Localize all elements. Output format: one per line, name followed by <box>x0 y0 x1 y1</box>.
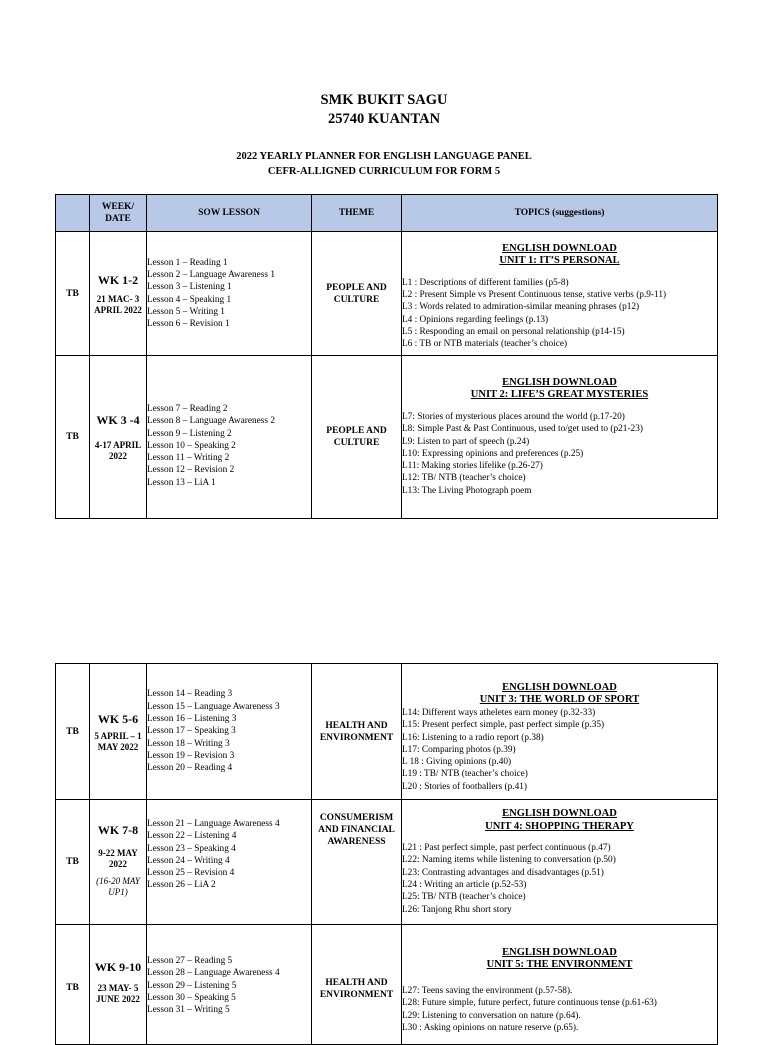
lesson-item: Lesson 11 – Writing 2 <box>147 453 230 464</box>
lesson-item: Lesson 30 – Speaking 5 <box>147 992 236 1003</box>
week-date: 9-22 MAY 2022 <box>98 848 138 869</box>
table-row <box>56 356 718 519</box>
topic-item: L4 : Opinions regarding feelings (p.13) <box>402 314 549 325</box>
unit-name: UNIT 2: LIFE’S GREAT MYSTERIES <box>470 389 649 401</box>
week-label: WK 9-10 <box>94 960 142 974</box>
week-label: WK 1-2 <box>97 272 139 287</box>
unit-heading <box>402 377 717 402</box>
lesson-item: Lesson 15 – Language Awareness 3 <box>147 701 280 712</box>
lesson-item: Lesson 27 – Reading 5 <box>147 956 233 966</box>
topics-cell <box>402 925 718 1045</box>
lesson-item: Lesson 1 – Reading 1 <box>147 257 228 268</box>
lesson-item: Lesson 22 – Listening 4 <box>147 831 237 842</box>
week-label: WK 5-6 <box>97 711 139 726</box>
topic-item: L5 : Responding an email on personal relationship (p14-15) <box>402 326 625 337</box>
school-address: 25740 KUANTAN <box>327 111 441 127</box>
table-row <box>56 664 718 800</box>
term-cell: TB <box>56 664 90 800</box>
lesson-item: Lesson 14 – Reading 3 <box>147 689 233 700</box>
lessons-cell <box>147 356 312 519</box>
lesson-item: Lesson 25 – Revision 4 <box>147 868 235 879</box>
topic-item: L15: Present perfect simple, past perfect simple (p.35) <box>402 720 605 731</box>
topic-item: L29: Listening to conversation on nature (p.64). <box>402 1010 581 1021</box>
unit-name: UNIT 5: THE ENVIRONMENT <box>486 959 633 971</box>
topic-item: L8: Simple Past & Past Continuous, used to/get used to (p21-23) <box>402 424 643 435</box>
lesson-item: Lesson 28 – Language Awareness 4 <box>147 968 280 979</box>
unit-heading <box>402 808 717 833</box>
lessons-cell <box>147 664 312 800</box>
lessons-cell <box>147 925 312 1045</box>
unit-title: ENGLISH DOWNLOAD <box>502 946 617 958</box>
week-date: 5 APRIL – 1 MAY 2022 <box>94 730 142 752</box>
theme-cell: HEALTH AND ENVIRONMENT <box>312 664 402 800</box>
topic-item: L24 : Writing an article (p.52-53) <box>402 880 527 890</box>
term-cell: TB <box>56 925 90 1045</box>
week-date: 4-17 APRIL 2022 <box>94 440 142 461</box>
term-cell: TB <box>56 356 90 519</box>
lesson-item: Lesson 10 – Speaking 2 <box>147 440 236 451</box>
school-name: SMK BUKIT SAGU <box>320 92 448 108</box>
week-cell <box>90 925 147 1045</box>
header-sow-lesson: SOW LESSON <box>147 195 312 232</box>
term-cell: TB <box>56 232 90 356</box>
topic-item: L25: TB/ NTB (teacher’s choice) <box>402 892 526 903</box>
week-cell <box>90 356 147 519</box>
lesson-item: Lesson 9 – Listening 2 <box>147 428 232 439</box>
topic-item: L9: Listen to part of speech (p.24) <box>402 436 530 447</box>
lesson-item: Lesson 6 – Revision 1 <box>147 319 230 330</box>
week-date: 21 MAC- 3 APRIL 2022 <box>94 293 142 315</box>
table-row <box>56 800 718 925</box>
header-term <box>56 195 90 232</box>
lesson-item: Lesson 23 – Speaking 4 <box>147 843 236 854</box>
unit-name: UNIT 1: IT’S PERSONAL <box>499 255 620 267</box>
topics-cell <box>402 356 718 519</box>
week-cell <box>90 232 147 356</box>
topic-item: L10: Expressing opinions and preferences (p.25) <box>402 448 584 459</box>
planner-title: 2022 YEARLY PLANNER FOR ENGLISH LANGUAGE PANEL <box>236 151 532 162</box>
header-theme: THEME <box>312 195 402 232</box>
lesson-item: Lesson 5 – Writing 1 <box>147 306 225 317</box>
lesson-item: Lesson 3 – Listening 1 <box>147 282 232 293</box>
table-header-row <box>56 195 718 232</box>
topic-item: L19 : TB/ NTB (teacher’s choice) <box>402 769 528 780</box>
topic-item: L3 : Words related to admiration-similar meaning phrases (p12) <box>402 302 640 313</box>
header-topics: TOPICS (suggestions) <box>402 195 718 232</box>
planner-table-1 <box>55 194 718 519</box>
topic-item: L28: Future simple, future perfect, future continuous tense (p.61-63) <box>402 998 657 1009</box>
topic-item: L12: TB/ NTB (teacher’s choice) <box>402 473 526 484</box>
lesson-item: Lesson 21 – Language Awareness 4 <box>147 819 280 829</box>
topic-item: L17: Comparing photos (p.39) <box>402 744 516 755</box>
topic-item: L2 : Present Simple vs Present Continuous tense, stative verbs (p.9-11) <box>402 289 667 300</box>
lesson-item: Lesson 8 – Language Awareness 2 <box>147 416 275 427</box>
lesson-item: Lesson 29 – Listening 5 <box>147 980 237 991</box>
topics-cell <box>402 232 718 356</box>
planner-table-2 <box>55 663 718 1045</box>
lesson-item: Lesson 13 – LiA 1 <box>147 477 216 488</box>
unit-name: UNIT 4: SHOPPING THERAPY <box>485 820 634 832</box>
lesson-item: Lesson 20 – Reading 4 <box>147 763 233 774</box>
planner-heading <box>0 149 768 179</box>
table-row <box>56 925 718 1045</box>
lessons-cell <box>147 232 312 356</box>
topics-cell <box>402 800 718 925</box>
topic-item: L27: Teens saving the environment (p.57-58). <box>402 985 573 996</box>
topics-cell <box>402 664 718 800</box>
unit-heading <box>402 243 717 268</box>
topic-item: L20 : Stories of footballers (p.41) <box>402 781 527 792</box>
table-row <box>56 232 718 356</box>
lesson-item: Lesson 12 – Revision 2 <box>147 465 235 476</box>
topic-item: L1 : Descriptions of different families (p5-8) <box>402 277 569 288</box>
lesson-item: Lesson 7 – Reading 2 <box>147 403 228 414</box>
topic-item: L14: Different ways atheletes earn money (p.32-33) <box>402 707 596 718</box>
week-date: 23 MAY- 5 JUNE 2022 <box>96 983 140 1004</box>
theme-cell: PEOPLE AND CULTURE <box>312 232 402 356</box>
topic-item: L16: Listening to a radio report (p.38) <box>402 732 544 743</box>
week-cell <box>90 800 147 925</box>
lesson-item: Lesson 17 – Speaking 3 <box>147 726 236 737</box>
unit-title: ENGLISH DOWNLOAD <box>502 242 617 254</box>
theme-cell: CONSUMERISM AND FINANCIAL AWARENESS <box>312 800 402 925</box>
theme-cell: HEALTH AND ENVIRONMENT <box>312 925 402 1045</box>
planner-subtitle: CEFR-ALLIGNED CURRICULUM FOR FORM 5 <box>267 166 501 177</box>
topic-item: L7: Stories of mysterious places around the world (p.17-20) <box>402 411 625 422</box>
lesson-item: Lesson 26 – LiA 2 <box>147 880 216 891</box>
document-header <box>0 91 768 129</box>
unit-heading <box>402 682 717 707</box>
unit-title: ENGLISH DOWNLOAD <box>502 808 617 820</box>
lesson-item: Lesson 2 – Language Awareness 1 <box>147 269 275 280</box>
topic-item: L23: Contrasting advantages and disadvantages (p.51) <box>402 867 604 878</box>
unit-heading <box>402 947 717 972</box>
term-cell: TB <box>56 800 90 925</box>
lesson-item: Lesson 4 – Speaking 1 <box>147 294 232 305</box>
unit-title: ENGLISH DOWNLOAD <box>502 376 617 388</box>
lesson-item: Lesson 18 – Writing 3 <box>147 738 230 749</box>
lesson-item: Lesson 31 – Writing 5 <box>147 1005 230 1016</box>
unit-name: UNIT 3: THE WORLD OF SPORT <box>479 694 640 706</box>
topic-item: L30 : Asking opinions on nature reserve (p.65). <box>402 1022 579 1033</box>
lesson-item: Lesson 16 – Listening 3 <box>147 714 237 725</box>
topic-item: L22: Naming items while listening to conversation (p.50) <box>402 855 616 866</box>
topic-item: L21 : Past perfect simple, past perfect continuous (p.47) <box>402 843 611 854</box>
lesson-item: Lesson 19 – Revision 3 <box>147 750 235 761</box>
topic-item: L 18 : Giving opinions (p.40) <box>402 757 512 768</box>
topic-item: L6 : TB or NTB materials (teacher’s choice) <box>402 339 568 350</box>
unit-title: ENGLISH DOWNLOAD <box>502 681 617 693</box>
week-cell <box>90 664 147 800</box>
topic-item: L26: Tanjong Rhu short story <box>402 904 512 915</box>
topic-item: L13: The Living Photograph poem <box>402 485 532 496</box>
theme-cell: PEOPLE AND CULTURE <box>312 356 402 519</box>
header-week-date: WEEK/ DATE <box>90 195 147 232</box>
lessons-cell <box>147 800 312 925</box>
week-note: (16-20 MAY UP1) <box>96 876 140 897</box>
week-label: WK 3 -4 <box>96 413 140 427</box>
topic-item: L11: Making stories lifelike (p.26-27) <box>402 461 543 472</box>
lesson-item: Lesson 24 – Writing 4 <box>147 855 230 866</box>
week-label: WK 7-8 <box>97 823 139 837</box>
